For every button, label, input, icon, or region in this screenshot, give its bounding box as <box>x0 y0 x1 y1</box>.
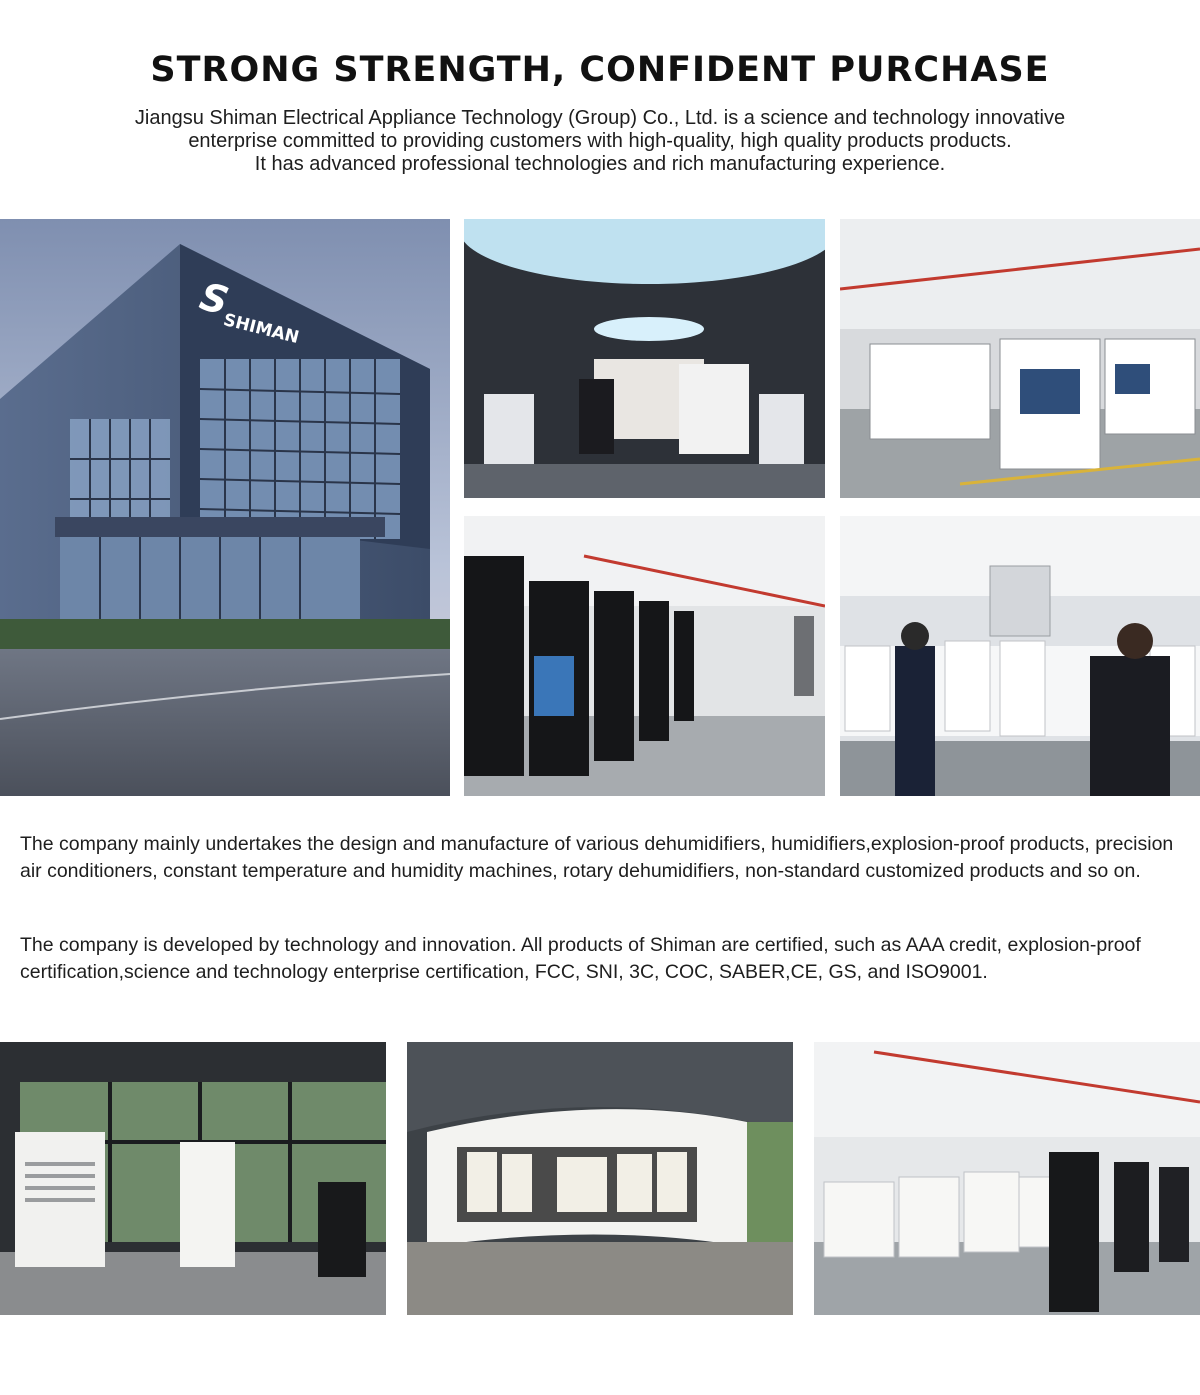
logo-glyph: S <box>195 274 233 324</box>
intro-line: It has advanced professional technologies and rich manufacturing experience. <box>254 153 946 175</box>
photo-factory-floor <box>840 219 1200 498</box>
photo-certificate-wall <box>407 1042 793 1315</box>
photo-assembly-workers <box>840 516 1200 796</box>
photo-dehumidifier-units <box>0 1042 386 1315</box>
intro-line: enterprise committed to providing customers with high-quality, high quality products products. <box>188 130 1012 152</box>
intro-text <box>40 107 1160 176</box>
photo-company-building <box>0 219 450 796</box>
logo-brand: SHIMAN <box>221 310 301 349</box>
photo-cabinet-line <box>464 516 825 796</box>
photo-showroom <box>464 219 825 498</box>
paragraph-certifications: The company is developed by technology and innovation. All products of Shiman are certified, such as AAA credit, explosion-proof certification,science and technology enterprise certification, FCC, SNI, 3C, COC, SABER,CE, GS, and ISO9001. <box>20 934 1141 983</box>
photo-warehouse <box>814 1042 1200 1315</box>
page-title: STRONG STRENGTH, CONFIDENT PURCHASE <box>150 50 1050 90</box>
intro-line: Jiangsu Shiman Electrical Appliance Technology (Group) Co., Ltd. is a science and technology innovative <box>134 107 1066 129</box>
paragraph-products: The company mainly undertakes the design and manufacture of various dehumidifiers, humidifiers,explosion-proof products, precision air conditioners, constant temperature and humidity machines, rotary dehumidifiers, non-standard customized products and so on. <box>20 833 1174 882</box>
